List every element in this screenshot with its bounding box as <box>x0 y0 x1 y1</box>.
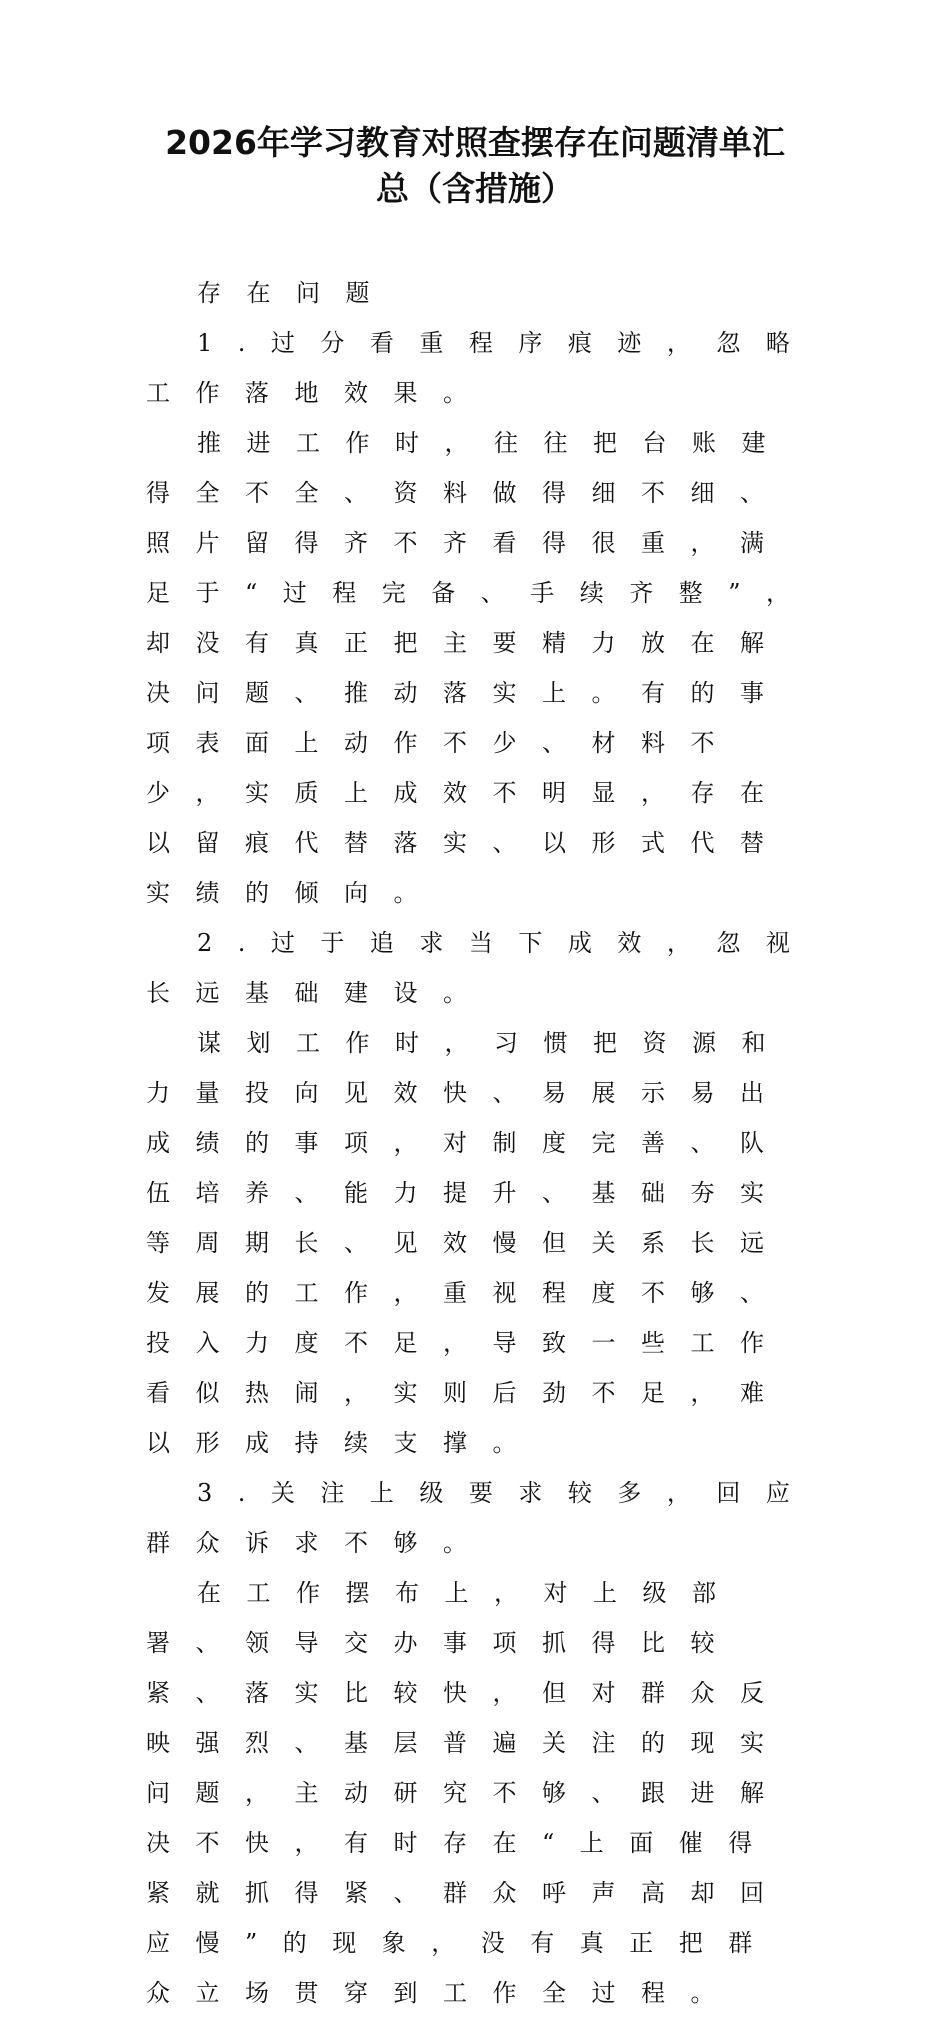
section-heading: 存在问题 <box>197 279 395 307</box>
problem-detail-1: 推进工作时，往往把台账建得全不全、资料做得细不细、照片留得齐不齐看得很重，满足于“过程完备、手续齐整”，却没有真正把主要精力放在解决问题、推动落实上。有的事项表面上动作不少、材料不少，实质上成效不明显，存在以留痕代替落实、以形式代替实绩的倾向。 <box>146 429 816 907</box>
problem-detail-3: 在工作摆布上，对上级部署、领导交办事项抓得比较紧、落实比较快，但对群众反映强烈、基层普遍关注的现实问题，主动研究不够、跟进解决不快，有时存在“上面催得紧就抓得紧、群众呼声高却回应慢”的现象，没有真正把群众立场贯穿到工作全过程。 <box>146 1579 790 2007</box>
problem-heading-2: 2.过于追求当下成效，忽视长远基础建设。 <box>146 929 816 1007</box>
problem-heading-1: 1.过分看重程序痕迹，忽略工作落地效果。 <box>146 329 816 407</box>
problem-heading-3: 3.关注上级要求较多，回应群众诉求不够。 <box>146 1479 816 1557</box>
title-line-2: 总（含措施） <box>376 169 574 208</box>
title-line-1: 2026年学习教育对照查摆存在问题清单汇 <box>165 123 785 162</box>
problem-detail-2: 谋划工作时，习惯把资源和力量投向见效快、易展示易出成绩的事项，对制度完善、队伍培养、能力提升、基础夯实等周期长、见效慢但关系长远发展的工作，重视程度不够、投入力度不足，导致一些工作看似热闹，实则后劲不足，难以形成持续支撑。 <box>146 1029 791 1457</box>
document-body <box>146 268 826 2018</box>
document-title <box>100 120 850 212</box>
